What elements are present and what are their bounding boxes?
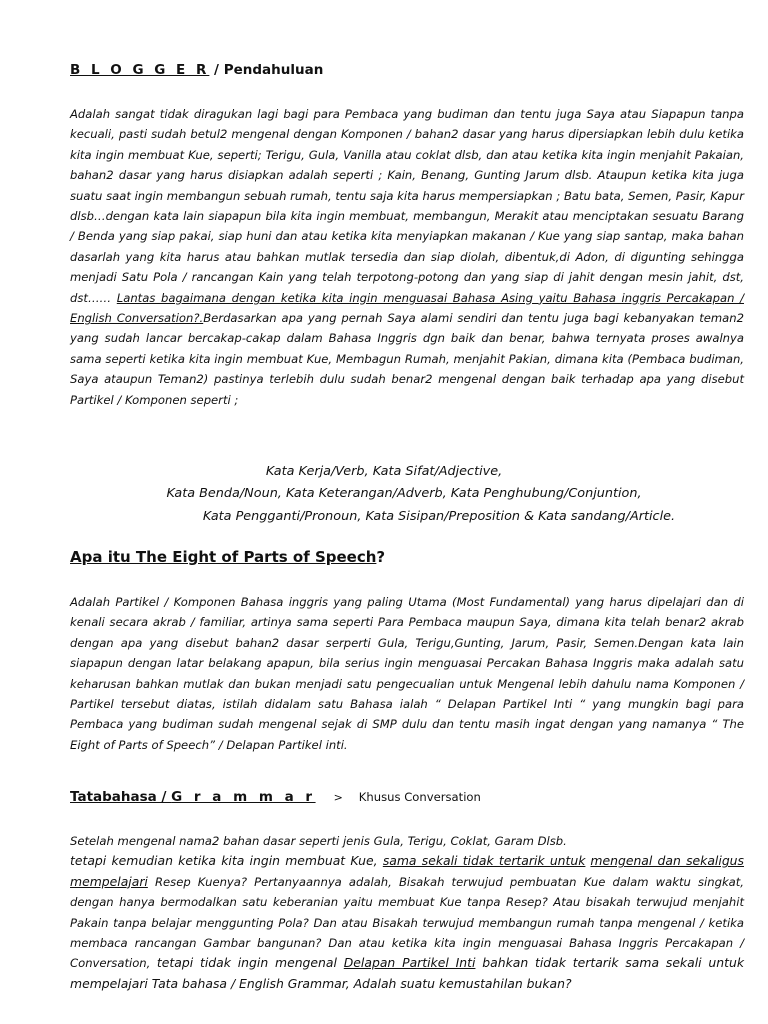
page-header [70,62,744,78]
section3-underlined-2: mengenal dan sekaligus mempelajari [70,853,744,889]
section3-line-2b: Resep Kuenya? Pertanyaannya adalah, Bisakah terwujud pembuatan Kue dalam waktu singkat, dengan hanya bermodalkan satu keberanian yaitu membuat Kue tanpa Resep? Atau bisakah terwujud menjahit Pakain tanpa belajar menggunting Pola? Dan atau Bisakah terwujud membangun rumah tanpa mengenal / ketika membaca rancangan Gambar bangunan? Dan atau ketika kita ingin menguasai Bahasa Inggris Percakapan / Conversation, [70,874,744,971]
intro-text-2: Berdasarkan apa yang pernah Saya alami sendiri dan tentu juga bagi kebanyakan teman2 yang sudah lancar bercakap-cakap dalam Bahasa Inggris dgn baik dan benar, bahwa ternyata proses awalnya sama seperti ketika kita ingin membuat Kue, Membagun Rumah, menjahit Pakian, dimana kita (Pembaca budiman, Saya ataupun Teman2) pastinya terlebih dulu sudah benar2 mengenal dengan baik terhadap apa yang disebut Partikel / Komponen seperti ; [70,311,744,407]
section3-line-1: Setelah mengenal nama2 bahan dasar seperti jenis Gula, Terigu, Coklat, Garam Dlsb. [70,834,567,848]
header-subtitle: Pendahuluan [223,62,324,78]
parts-line-3: Kata Pengganti/Pronoun, Kata Sisipan/Preposition & Kata sandang/Article. [202,509,676,524]
section3-paragraph [70,831,744,994]
intro-text-1: Adalah sangat tidak diragukan lagi bagi para Pembaca yang budiman dan tentu juga Saya atau Siapapun tanpa kecuali, pasti sudah betul2 mengenal dengan Komponen / bahan2 dasar yang harus dipersiapkan lebih dulu ketika kita ingin membuat Kue, seperti; Terigu, Gula, Vanilla atau coklat dlsb, dan atau ketika kita ingin menjahit Pakaian, bahan2 dasar yang harus disiapkan adalah seperti ; Kain, Benang, Gunting Jarum dlsb. Ataupun ketika kita juga suatu saat ingin membangun sebuah rumah, tentu saja kita harus mempersiapkan ; Batu bata, Semen, Pasir, Kapur dlsb…dengan kata lain siapapun bila kita ingin membuat, membangun, Merakit atau menciptakan sesuatu Barang / Benda yang siap pakai, siap huni dan atau ketika kita menyiapkan makanan / Kue yang siap santap, maka bahan dasarlah yang kita harus atau bahkan mutlak tersedia dan siap diolah, dibentuk,di Adon, di digunting sehingga menjadi Satu Pola / rancangan Kain yang telah terpotong-potong dan yang siap di jahit dengan mesin jahit, dst, dst…… [70,107,744,305]
section2-heading-suffix: ? [376,548,386,566]
arrow-icon: > [333,791,343,804]
section3-line-2a: tetapi kemudian ketika kita ingin membuat Kue, [70,853,383,869]
intro-underlined-question: Lantas bagaimana dengan ketika kita ingin menguasai Bahasa Asing yaitu Bahasa inggris Percakapan / English Conversation?. [70,290,744,326]
section3-underlined-3: Delapan Partikel Inti [343,955,476,971]
section3-underlined-1: sama sekali tidak tertarik untuk [382,853,586,869]
section-heading-parts-of-speech [70,548,744,566]
section3-line-3a: tetapi tidak ingin mengenal [156,955,344,971]
parts-line-2: Kata Benda/Noun, Kata Keterangan/Adverb, Kata Penghubung/Conjuntion, [166,486,642,501]
parts-line-1: Kata Kerja/Verb, Kata Sifat/Adjective, [265,464,503,479]
section3-heading-b: G r a m m a r [171,789,316,805]
section2-paragraph: Adalah Partikel / Komponen Bahasa inggris yang paling Utama (Most Fundamental) yang harus dipelajari dan di kenali secara akrab / familiar, artinya sama seperti Para Pembaca maupun Saya, dimana kita telah benar2 akrab dengan apa yang disebut bahan2 dasar serperti Gula, Terigu,Gunting, Jarum, Pasir, Semen.Dengan kata lain siapapun dengan latar belakang apapun, bila serius ingin menguasai Percakan Bahasa Inggris maka adalah satu keharusan bahkan mutlak dan bukan menjadi satu pengecualian untuk Mengenal lebih dahulu nama Komponen / Partikel tersebut diatas, istilah didalam satu Bahasa ialah “ Delapan Partikel Inti “ yang mungkin bagi para Pembaca yang budiman sudah mengenal sejak di SMP dulu dan tentu masih ingat dengan yang namanya “ The Eight of Parts of Speech” / Delapan Partikel inti. [70,595,744,752]
blog-title: B L O G G E R [70,62,210,78]
section-heading-grammar [70,789,744,805]
header-separator: / [209,62,224,78]
section3-heading-a: Tatabahasa / [70,789,172,805]
section2-heading-text: Apa itu The Eight of Parts of Speech [70,548,377,566]
section3-line-3b: bahkan tidak tertarik sama sekali untuk mempelajari Tata bahasa / English Grammar, Adalah suatu kemustahilan bukan? [70,955,745,991]
intro-paragraph [70,104,744,410]
section3-subheading: Khusus Conversation [358,790,481,804]
